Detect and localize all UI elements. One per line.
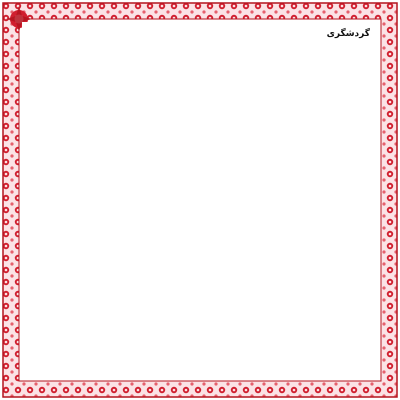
page-title: گردشگری	[326, 29, 370, 39]
page-content	[22, 22, 378, 378]
